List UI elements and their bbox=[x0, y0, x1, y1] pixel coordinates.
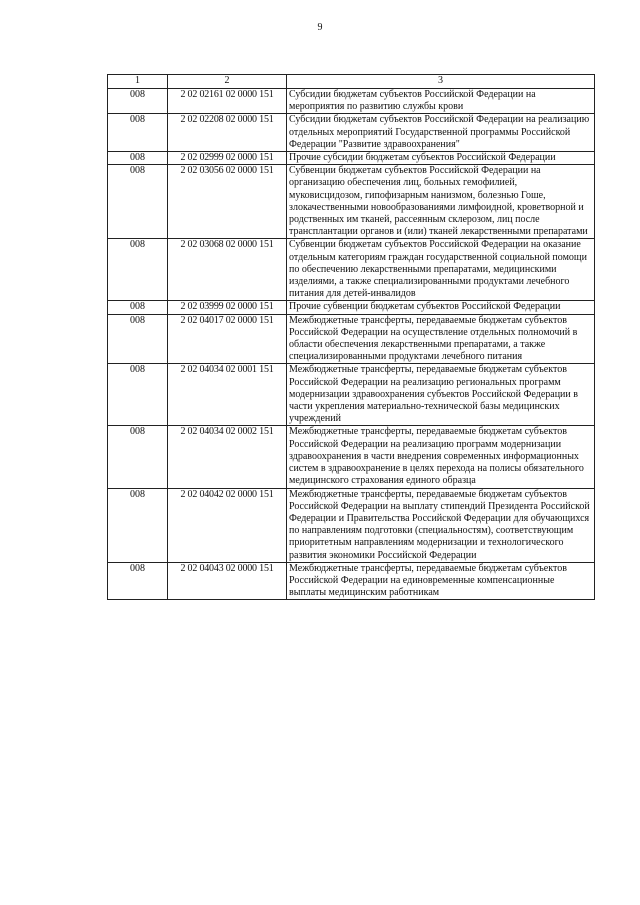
admin-code-cell: 008 bbox=[108, 562, 168, 600]
admin-code-cell: 008 bbox=[108, 364, 168, 426]
table-row bbox=[108, 364, 595, 426]
table-row bbox=[108, 562, 595, 600]
revenue-code-cell: 2 02 04043 02 0000 151 bbox=[168, 562, 287, 600]
admin-code-cell: 008 bbox=[108, 165, 168, 239]
revenue-code-cell: 2 02 04034 02 0002 151 bbox=[168, 426, 287, 488]
description-cell: Межбюджетные трансферты, передаваемые бюджетам субъектов Российской Федерации на единовременные компенсационные выплаты медицинским работникам bbox=[287, 562, 595, 600]
column-header-3: 3 bbox=[287, 75, 595, 89]
revenue-code-cell: 2 02 04017 02 0000 151 bbox=[168, 314, 287, 364]
revenue-code-cell: 2 02 03068 02 0000 151 bbox=[168, 239, 287, 301]
table-row bbox=[108, 152, 595, 165]
admin-code-cell: 008 bbox=[108, 314, 168, 364]
admin-code-cell: 008 bbox=[108, 152, 168, 165]
table-row bbox=[108, 114, 595, 152]
table-row bbox=[108, 488, 595, 562]
table-row bbox=[108, 239, 595, 301]
admin-code-cell: 008 bbox=[108, 488, 168, 562]
admin-code-cell: 008 bbox=[108, 301, 168, 314]
revenue-code-cell: 2 02 02161 02 0000 151 bbox=[168, 89, 287, 114]
description-cell: Субвенции бюджетам субъектов Российской Федерации на организацию обеспечения лиц, больных гемофилией, муковисцидозом, гипофизарным нанизмом, болезнью Гоше, злокачественными новообразованиями лимфоидной, кроветворной и родственных им тканей, рассеянным склерозом, лиц после трансплантации органов и (или) тканей лекарственными препаратами bbox=[287, 165, 595, 239]
column-header-1: 1 bbox=[108, 75, 168, 89]
description-cell: Субсидии бюджетам субъектов Российской Федерации на мероприятия по развитию службы крови bbox=[287, 89, 595, 114]
budget-codes-table bbox=[107, 74, 595, 600]
column-header-2: 2 bbox=[168, 75, 287, 89]
revenue-code-cell: 2 02 03056 02 0000 151 bbox=[168, 165, 287, 239]
page-number: 9 bbox=[317, 22, 323, 33]
revenue-code-cell: 2 02 02208 02 0000 151 bbox=[168, 114, 287, 152]
revenue-code-cell: 2 02 04034 02 0001 151 bbox=[168, 364, 287, 426]
table-row bbox=[108, 301, 595, 314]
admin-code-cell: 008 bbox=[108, 426, 168, 488]
description-cell: Субвенции бюджетам субъектов Российской Федерации на оказание отдельным категориям граждан государственной социальной помощи по обеспечению лекарственными препаратами, медицинскими изделиями, а также специализированными продуктами лечебного питания для детей-инвалидов bbox=[287, 239, 595, 301]
description-cell: Межбюджетные трансферты, передаваемые бюджетам субъектов Российской Федерации на реализацию региональных программ модернизации здравоохранения субъектов Российской Федерации в части укрепления материально-технической базы медицинских учреждений bbox=[287, 364, 595, 426]
revenue-code-cell: 2 02 03999 02 0000 151 bbox=[168, 301, 287, 314]
description-cell: Межбюджетные трансферты, передаваемые бюджетам субъектов Российской Федерации на реализацию программ модернизации здравоохранения в части внедрения современных информационных систем в здравоохранение в целях перехода на полисы обязательного медицинского страхования единого образца bbox=[287, 426, 595, 488]
description-cell: Межбюджетные трансферты, передаваемые бюджетам субъектов Российской Федерации на осуществление отдельных полномочий в области обеспечения лекарственными препаратами, а также специализированными продуктами лечебного питания bbox=[287, 314, 595, 364]
table-row bbox=[108, 89, 595, 114]
revenue-code-cell: 2 02 02999 02 0000 151 bbox=[168, 152, 287, 165]
admin-code-cell: 008 bbox=[108, 114, 168, 152]
table-row bbox=[108, 165, 595, 239]
description-cell: Межбюджетные трансферты, передаваемые бюджетам субъектов Российской Федерации на выплату стипендий Президента Российской Федерации и Правительства Российской Федерации для обучающихся по направлениям подготовки (специальностям), соответствующим приоритетным направлениям модернизации и технологического развития экономики Российской Федерации bbox=[287, 488, 595, 562]
table-header-row bbox=[108, 75, 595, 89]
admin-code-cell: 008 bbox=[108, 89, 168, 114]
revenue-code-cell: 2 02 04042 02 0000 151 bbox=[168, 488, 287, 562]
table-row bbox=[108, 426, 595, 488]
table-row bbox=[108, 314, 595, 364]
description-cell: Прочие субвенции бюджетам субъектов Российской Федерации bbox=[287, 301, 595, 314]
admin-code-cell: 008 bbox=[108, 239, 168, 301]
description-cell: Прочие субсидии бюджетам субъектов Российской Федерации bbox=[287, 152, 595, 165]
description-cell: Субсидии бюджетам субъектов Российской Федерации на реализацию отдельных мероприятий Государственной программы Российской Федерации "Развитие здравоохранения" bbox=[287, 114, 595, 152]
